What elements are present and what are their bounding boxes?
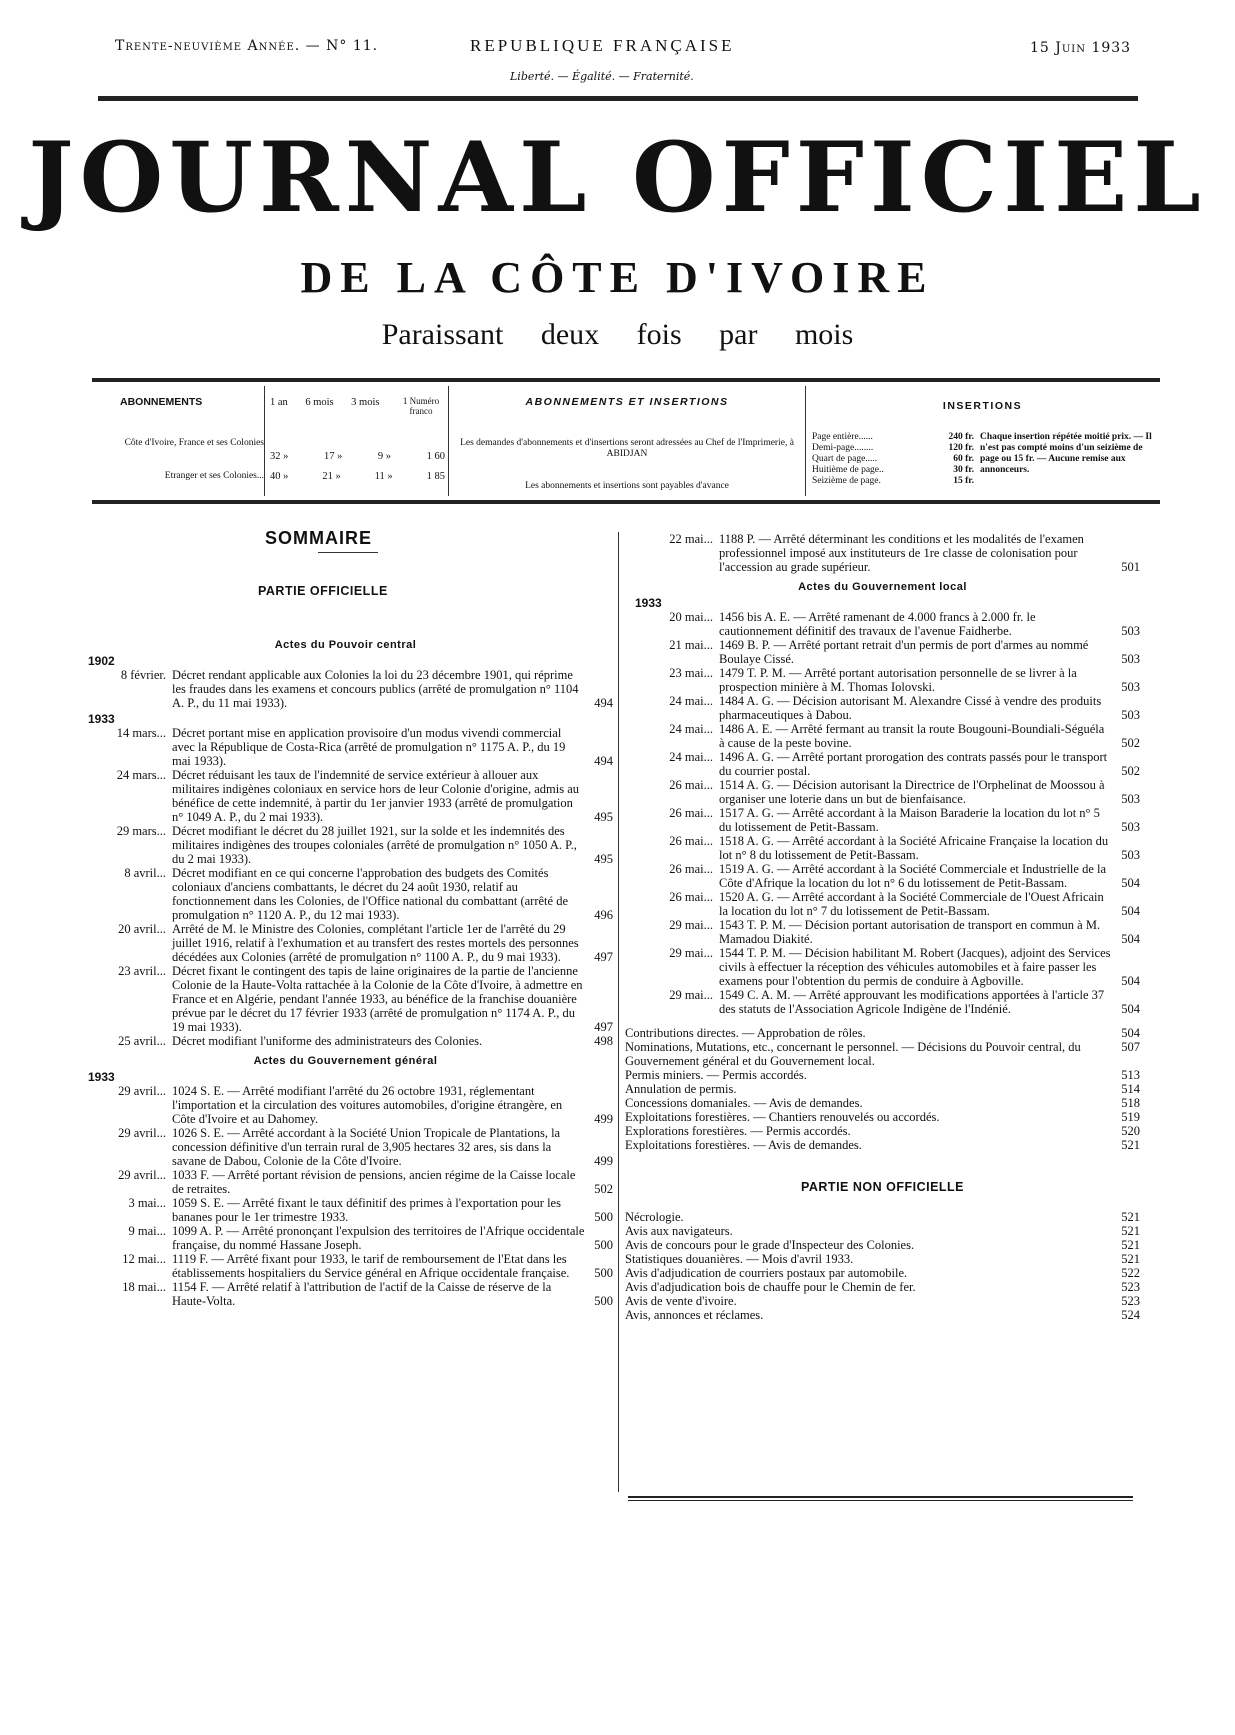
section-heading: Actes du Gouvernement général: [253, 1055, 438, 1067]
non-officielle-entry: [625, 1238, 1140, 1252]
insertion-rate-row: [812, 443, 974, 454]
entry-page: 498: [594, 1034, 613, 1048]
sommaire-entry: [625, 806, 1140, 834]
insertion-rates: [812, 432, 974, 487]
sommaire-entry: [78, 768, 613, 824]
entry-text: 1520 A. G. — Arrêté accordant à la Société Commerciale de l'Ouest Africain la location du lot n° 7 du lotissement de Petit-Bassam.: [719, 890, 1104, 918]
entry-text: Arrêté de M. le Ministre des Colonies, complétant l'article 1er de l'arrêté du 29 juillet 1916, relatif à l'exhumation et au transfert des restes mortels des personnes décédées aux Colonies (arrêté de promulgation n° 1100 A. P., du 9 mai 1933).: [172, 922, 579, 964]
misc-page: 521: [1121, 1138, 1140, 1152]
table-bottom-rule: [92, 500, 1160, 504]
year-label: 1933: [635, 596, 662, 610]
partie-officielle-heading: PARTIE OFFICIELLE: [258, 584, 388, 598]
misc-text: Annulation de permis.: [625, 1082, 737, 1096]
issue-date: 15 Juin 1933: [1030, 40, 1132, 56]
misc-entry: [625, 1124, 1140, 1138]
publication-frequency: Paraissant deux fois par mois: [381, 318, 854, 351]
table-cell: 11 »: [374, 471, 393, 482]
non-officielle-entry: [625, 1224, 1140, 1238]
entry-date: 20 avril...: [118, 922, 166, 936]
insertion-rate-row: [812, 454, 974, 465]
entry-text: 1154 F. — Arrêté relatif à l'attribution de l'actif de la Caisse de réserve de la Haute-Volta.: [172, 1280, 552, 1308]
subscription-row: [270, 450, 445, 463]
sommaire-entry: [625, 610, 1140, 638]
entry-text: Décret portant mise en application provisoire d'un modus vivendi commercial avec la République de Costa-Rica (arrêté de promulgation n° 1175 A. P., du 19 mai 1933).: [172, 726, 566, 768]
misc-entry: [625, 1110, 1140, 1124]
misc-page: 504: [1121, 1026, 1140, 1040]
entry-date: 29 mai...: [669, 946, 713, 960]
table-cell: 17 »: [323, 451, 343, 462]
entry-page: 503: [1121, 624, 1140, 638]
ornament-rule: [318, 552, 378, 553]
column-header: 1 an: [270, 397, 288, 408]
entry-date: 8 avril...: [124, 866, 166, 880]
insertion-rate-label: Demi-page........: [812, 443, 874, 453]
table-divider: [264, 386, 265, 496]
misc-entry: [625, 1068, 1140, 1082]
sommaire-left-column: [78, 632, 613, 1308]
entry-date: 29 mars...: [116, 824, 166, 838]
entry-date: 18 mai...: [122, 1280, 166, 1294]
entry-page: 495: [594, 852, 613, 866]
non-officielle-text: Statistiques douanières. — Mois d'avril 1933.: [625, 1252, 854, 1266]
sommaire-entry: [625, 834, 1140, 862]
entry-text: 1484 A. G. — Décision autorisant M. Alexandre Cissé à vendre des produits pharmaceutiques à Dabou.: [719, 694, 1102, 722]
sommaire-entry: [625, 988, 1140, 1016]
entry-date: 14 mars...: [116, 726, 166, 740]
insertion-rate-price: 120 fr.: [948, 443, 974, 453]
entry-date: 22 mai...: [669, 532, 713, 546]
non-officielle-page: 521: [1121, 1238, 1140, 1252]
entry-page: 502: [594, 1182, 613, 1196]
insertions-header: INSERTIONS: [942, 400, 1023, 412]
non-officielle-page: 523: [1121, 1294, 1140, 1308]
sommaire-entry: [78, 1084, 613, 1126]
entry-text: 1059 S. E. — Arrêté fixant le taux définitif des primes à l'exportation pour les bananes pour le 1er trimestre 1933.: [172, 1196, 561, 1224]
insertion-rate-label: Quart de page.....: [812, 454, 878, 464]
sommaire-entry: [78, 1252, 613, 1280]
entry-text: 1496 A. G. — Arrêté portant prorogation des contrats passés pour le transport du courrier postal.: [719, 750, 1108, 778]
table-divider: [805, 386, 806, 496]
entry-text: Décret rendant applicable aux Colonies la loi du 23 décembre 1901, qui réprime les fraudes dans les examens et concours publics (arrêté de promulgation n° 1104 A. P., du 11 mai 1933).: [172, 668, 579, 710]
non-officielle-page: 522: [1121, 1266, 1140, 1280]
entry-page: 495: [594, 810, 613, 824]
entry-page: 494: [594, 754, 613, 768]
sommaire-entry: [78, 726, 613, 768]
insertion-note: Chaque insertion répétée moitié prix. — Il n'est pas compté moins d'un seizième de page ou 15 fr. — Aucune remise aux annonceurs.: [980, 432, 1152, 475]
entry-page: 503: [1121, 820, 1140, 834]
non-officielle-page: 521: [1121, 1252, 1140, 1266]
subscription-address: Les demandes d'abonnements et d'insertions seront adressées au Chef de l'Imprimerie, à ABIDJAN: [460, 438, 794, 459]
misc-text: Nominations, Mutations, etc., concernant le personnel. — Décisions du Pouvoir central, du Gouvernement général et du Gouvernement local.: [625, 1040, 1081, 1068]
entry-text: 1544 T. P. M. — Décision habilitant M. Robert (Jacques), adjoint des Services civils à effectuer la réception des véhicules automobiles et à faire passer les examens pour l'obtention du permis de conduire à Agboville.: [719, 946, 1111, 988]
entry-page: 500: [594, 1294, 613, 1308]
table-cell: 1 60: [426, 451, 445, 462]
sommaire-entry: [625, 862, 1140, 890]
misc-text: Exploitations forestières. — Avis de demandes.: [625, 1138, 862, 1152]
sommaire-entry: [625, 694, 1140, 722]
misc-page: 518: [1121, 1096, 1140, 1110]
entry-date: 26 mai...: [669, 890, 713, 904]
entry-date: 23 avril...: [118, 964, 166, 978]
year-label: 1933: [88, 1070, 115, 1084]
column-header: 3 mois: [351, 397, 380, 408]
non-officielle-text: Avis de vente d'ivoire.: [625, 1294, 737, 1308]
bottom-rule: [628, 1496, 1133, 1498]
entry-date: 21 mai...: [669, 638, 713, 652]
entry-page: 503: [1121, 652, 1140, 666]
entry-date: 20 mai...: [669, 610, 713, 624]
misc-page: 513: [1121, 1068, 1140, 1082]
non-officielle-text: Nécrologie.: [625, 1210, 684, 1224]
entry-text: 1456 bis A. E. — Arrêté ramenant de 4.000 francs à 2.000 fr. le cautionnement définitif des travaux de l'avenue Faidherbe.: [719, 610, 1036, 638]
entry-page: 503: [1121, 680, 1140, 694]
misc-page: 520: [1121, 1124, 1140, 1138]
misc-entry: [625, 1040, 1140, 1068]
entry-text: 1518 A. G. — Arrêté accordant à la Société Africaine Française la location du lot n° 8 du lotissement de Petit-Bassam.: [719, 834, 1109, 862]
insertion-rate-price: 15 fr.: [953, 476, 974, 486]
entry-page: 503: [1121, 792, 1140, 806]
entry-page: 504: [1121, 1002, 1140, 1016]
column-divider: [618, 532, 619, 1492]
entry-page: 500: [594, 1210, 613, 1224]
non-officielle-text: Avis d'adjudication bois de chauffe pour le Chemin de fer.: [625, 1280, 916, 1294]
journal-subtitle: DE LA CÔTE D'IVOIRE: [300, 253, 935, 302]
entry-text: 1517 A. G. — Arrêté accordant à la Maison Baraderie la location du lot n° 5 du lotissement de Petit-Bassam.: [719, 806, 1100, 834]
entry-text: 1514 A. G. — Décision autorisant la Directrice de l'Orphelinat de Moossou à organiser une loterie dans un but de bienfaisance.: [719, 778, 1105, 806]
misc-entry: [625, 1096, 1140, 1110]
entry-text: 1469 B. P. — Arrêté portant retrait d'un permis de port d'armes au nommé Boulaye Cissé.: [719, 638, 1089, 666]
sommaire-entry: [625, 722, 1140, 750]
non-officielle-page: 521: [1121, 1224, 1140, 1238]
sommaire-right-column: [625, 532, 1140, 1322]
insertion-rate-row: [812, 476, 974, 487]
sommaire-entry: [78, 668, 613, 710]
insertion-rate-price: 30 fr.: [953, 465, 974, 475]
entry-page: 494: [594, 696, 613, 710]
table-cell: 1 85: [426, 471, 445, 482]
insertion-rate-price: 240 fr.: [948, 432, 974, 442]
non-officielle-entry: [625, 1308, 1140, 1322]
republic-heading: REPUBLIQUE FRANÇAISE: [470, 36, 735, 55]
insertion-rate-row: [812, 432, 974, 443]
entry-date: 24 mai...: [669, 694, 713, 708]
entry-date: 23 mai...: [669, 666, 713, 680]
column-header: 6 mois: [305, 397, 334, 408]
entry-text: 1119 F. — Arrêté fixant pour 1933, le tarif de remboursement de l'Etat dans les établissements hospitaliers du Service général en Afrique occidentale française.: [172, 1252, 570, 1280]
entry-page: 499: [594, 1154, 613, 1168]
insertion-rate-label: Huitième de page..: [812, 465, 884, 475]
table-cell: 9 »: [377, 451, 392, 462]
entry-text: Décret modifiant en ce qui concerne l'approbation des budgets des Comités coloniaux d'anciens combattants, le décret du 24 août 1930, relatif au fonctionnement dans les Colonies, de l'Office national du combattant (arrêté de promulgation n° 1120 A. P., du 12 mai 1933).: [172, 866, 568, 922]
entry-date: 24 mars...: [116, 768, 166, 782]
subscription-columns: [270, 396, 445, 416]
insertion-rate-price: 60 fr.: [953, 454, 974, 464]
entry-date: 9 mai...: [128, 1224, 166, 1238]
motto: Liberté. — Égalité. — Fraternité.: [510, 70, 694, 83]
sommaire-entry: [625, 946, 1140, 988]
entry-page: 504: [1121, 932, 1140, 946]
table-cell: 21 »: [322, 471, 341, 482]
payment-terms: Les abonnements et insertions sont payables d'avance: [525, 481, 729, 491]
entry-date: 29 mai...: [669, 918, 713, 932]
sommaire-entry: [625, 532, 1140, 574]
entry-page: 497: [594, 1020, 613, 1034]
year-label: 1902: [88, 654, 115, 668]
entry-text: 1486 A. E. — Arrêté fermant au transit la route Bougouni-Boundiali-Séguéla à cause de la peste bovine.: [719, 722, 1105, 750]
entry-date: 3 mai...: [128, 1196, 166, 1210]
misc-text: Contributions directes. — Approbation de rôles.: [625, 1026, 866, 1040]
non-officielle-entry: [625, 1210, 1140, 1224]
sommaire-entry: [78, 824, 613, 866]
subscriptions-header: ABONNEMENTS: [120, 396, 203, 408]
sommaire-entry: [78, 1280, 613, 1308]
subscription-row-label: Côte d'Ivoire, France et ses Colonies: [124, 438, 264, 448]
entry-text: 1188 P. — Arrêté déterminant les conditions et les modalités de l'examen professionnel imposé aux instituteurs de 1re classe de colonisation pour l'accession au grade supérieur.: [719, 532, 1084, 574]
entry-date: 26 mai...: [669, 778, 713, 792]
entry-date: 24 mai...: [669, 750, 713, 764]
section-heading: Actes du Pouvoir central: [274, 639, 417, 651]
misc-entry: [625, 1026, 1140, 1040]
sommaire-entry: [78, 1224, 613, 1252]
insertion-rate-label: Page entière......: [812, 432, 873, 442]
table-cell: 32 »: [270, 451, 289, 462]
sommaire-entry: [625, 666, 1140, 694]
sommaire-entry: [625, 890, 1140, 918]
non-officielle-page: 521: [1121, 1210, 1140, 1224]
partie-non-officielle-heading: PARTIE NON OFFICIELLE: [800, 1180, 965, 1194]
sommaire-entry: [78, 1196, 613, 1224]
sommaire-entry: [625, 918, 1140, 946]
top-rule: [98, 96, 1138, 101]
subscriptions-insertions-header: ABONNEMENTS ET INSERTIONS: [525, 396, 729, 408]
entry-text: 1479 T. P. M. — Arrêté portant autorisation personnelle de se livrer à la prospection minière à M. Thomas Iolovski.: [719, 666, 1077, 694]
table-cell: 40 »: [270, 471, 289, 482]
non-officielle-entry: [625, 1266, 1140, 1280]
entry-date: 29 mai...: [669, 988, 713, 1002]
non-officielle-text: Avis d'adjudication de courriers postaux par automobile.: [625, 1266, 908, 1280]
entry-date: 24 mai...: [669, 722, 713, 736]
entry-date: 29 avril...: [118, 1168, 166, 1182]
sommaire-title: SOMMAIRE: [265, 528, 372, 548]
entry-page: 497: [594, 950, 613, 964]
sommaire-entry: [78, 1034, 613, 1048]
bottom-rule: [628, 1500, 1133, 1501]
entry-page: 503: [1121, 708, 1140, 722]
entry-text: Décret modifiant l'uniforme des administrateurs des Colonies.: [172, 1034, 483, 1048]
sommaire-entry: [78, 922, 613, 964]
insertion-rate-row: [812, 465, 974, 476]
non-officielle-entry: [625, 1294, 1140, 1308]
entry-page: 504: [1121, 904, 1140, 918]
entry-text: 1549 C. A. M. — Arrêté approuvant les modifications apportées à l'article 37 des statuts de l'Association Agricole Indigène de l'Indénié.: [719, 988, 1105, 1016]
table-top-rule: [92, 378, 1160, 382]
non-officielle-text: Avis de concours pour le grade d'Inspecteur des Colonies.: [625, 1238, 915, 1252]
column-header: 1 Numéro franco: [402, 396, 440, 416]
entry-text: 1026 S. E. — Arrêté accordant à la Société Union Tropicale de Plantations, la concession définitive d'un terrain rural de 3,905 hectares 32 ares, sis dans la savane de Dabou, Colonie de la Côte d'Ivoire.: [172, 1126, 561, 1168]
entry-page: 499: [594, 1112, 613, 1126]
entry-text: Décret modifiant le décret du 28 juillet 1921, sur la solde et les indemnités des militaires indigènes des troupes coloniales (arrêté de promulgation n° 1050 A. P., du 2 mai 1933).: [172, 824, 577, 866]
sommaire-entry: [78, 1168, 613, 1196]
entry-page: 503: [1121, 848, 1140, 862]
entry-date: 8 février.: [120, 668, 166, 682]
entry-page: 502: [1121, 736, 1140, 750]
entry-text: 1099 A. P. — Arrêté prononçant l'expulsion des territoires de l'Afrique occidentale française, du nommé Hassane Joseph.: [172, 1224, 585, 1252]
non-officielle-page: 524: [1121, 1308, 1140, 1322]
sommaire-entry: [625, 778, 1140, 806]
entry-page: 496: [594, 908, 613, 922]
non-officielle-text: Avis aux navigateurs.: [625, 1224, 733, 1238]
journal-title: JOURNAL OFFICIEL: [28, 121, 1207, 234]
entry-date: 12 mai...: [122, 1252, 166, 1266]
entry-text: 1024 S. E. — Arrêté modifiant l'arrêté du 26 octobre 1931, réglementant l'importation et la circulation des voitures automobiles, d'origine étrangère, en Côte d'Ivoire et au Dahomey.: [172, 1084, 563, 1126]
misc-page: 514: [1121, 1082, 1140, 1096]
misc-text: Permis miniers. — Permis accordés.: [625, 1068, 807, 1082]
sommaire-entry: [78, 1126, 613, 1168]
misc-entry: [625, 1138, 1140, 1152]
non-officielle-text: Avis, annonces et réclames.: [625, 1308, 764, 1322]
entry-date: 29 avril...: [118, 1084, 166, 1098]
table-divider: [448, 386, 449, 496]
sommaire-entry: [78, 866, 613, 922]
subscription-row-label: Etranger et ses Colonies...: [164, 471, 264, 481]
subscription-row: [270, 470, 445, 483]
entry-text: Décret fixant le contingent des tapis de laine originaires de la partie de l'ancienne Colonie de la Haute-Volta rattachée à la Colonie de la Côte d'Ivoire, à admettre en France et en Algérie, pendant l'année 1933, au bénéfice de la franchise douanière prévue par le décret du 17 février 1933 (arrêté de promulgation n° 1174 A. P., du 19 mai 1933).: [172, 964, 583, 1034]
entry-date: 26 mai...: [669, 862, 713, 876]
entry-date: 25 avril...: [118, 1034, 166, 1048]
misc-page: 519: [1121, 1110, 1140, 1124]
misc-text: Exploitations forestières. — Chantiers renouvelés ou accordés.: [625, 1110, 940, 1124]
section-heading: Actes du Gouvernement local: [798, 581, 967, 593]
non-officielle-entry: [625, 1280, 1140, 1294]
entry-page: 504: [1121, 974, 1140, 988]
issue-number: Trente-neuvième Année. — N° 11.: [115, 38, 379, 54]
misc-text: Explorations forestières. — Permis accordés.: [625, 1124, 851, 1138]
misc-text: Concessions domaniales. — Avis de demandes.: [625, 1096, 863, 1110]
entry-text: 1033 F. — Arrêté portant révision de pensions, ancien régime de la Caisse locale de retraites.: [172, 1168, 576, 1196]
entry-page: 500: [594, 1266, 613, 1280]
non-officielle-entry: [625, 1252, 1140, 1266]
sommaire-entry: [78, 964, 613, 1034]
year-label: 1933: [88, 712, 115, 726]
sommaire-entry: [625, 750, 1140, 778]
entry-text: Décret réduisant les taux de l'indemnité de service extérieur à allouer aux militaires indigènes coloniaux en service hors de leur Colonie d'origine, admis au bénéfice de cette indemnité, à partir du 1er janvier 1933 (arrêté de promulgation n° 1049 A. P., du 2 mai 1933).: [172, 768, 580, 824]
entry-date: 26 mai...: [669, 834, 713, 848]
entry-page: 504: [1121, 876, 1140, 890]
entry-page: 502: [1121, 764, 1140, 778]
non-officielle-page: 523: [1121, 1280, 1140, 1294]
entry-text: 1519 A. G. — Arrêté accordant à la Société Commerciale et Industrielle de la Côte d'Afrique la location du lot n° 6 du lotissement de Petit-Bassam.: [719, 862, 1107, 890]
entry-text: 1543 T. P. M. — Décision portant autorisation de transport en commun à M. Mamadou Diakité.: [719, 918, 1101, 946]
insertion-rate-label: Seizième de page.: [812, 476, 881, 486]
misc-page: 507: [1121, 1040, 1140, 1054]
entry-page: 501: [1121, 560, 1140, 574]
sommaire-entry: [625, 638, 1140, 666]
misc-entry: [625, 1082, 1140, 1096]
entry-page: 500: [594, 1238, 613, 1252]
entry-date: 29 avril...: [118, 1126, 166, 1140]
entry-date: 26 mai...: [669, 806, 713, 820]
